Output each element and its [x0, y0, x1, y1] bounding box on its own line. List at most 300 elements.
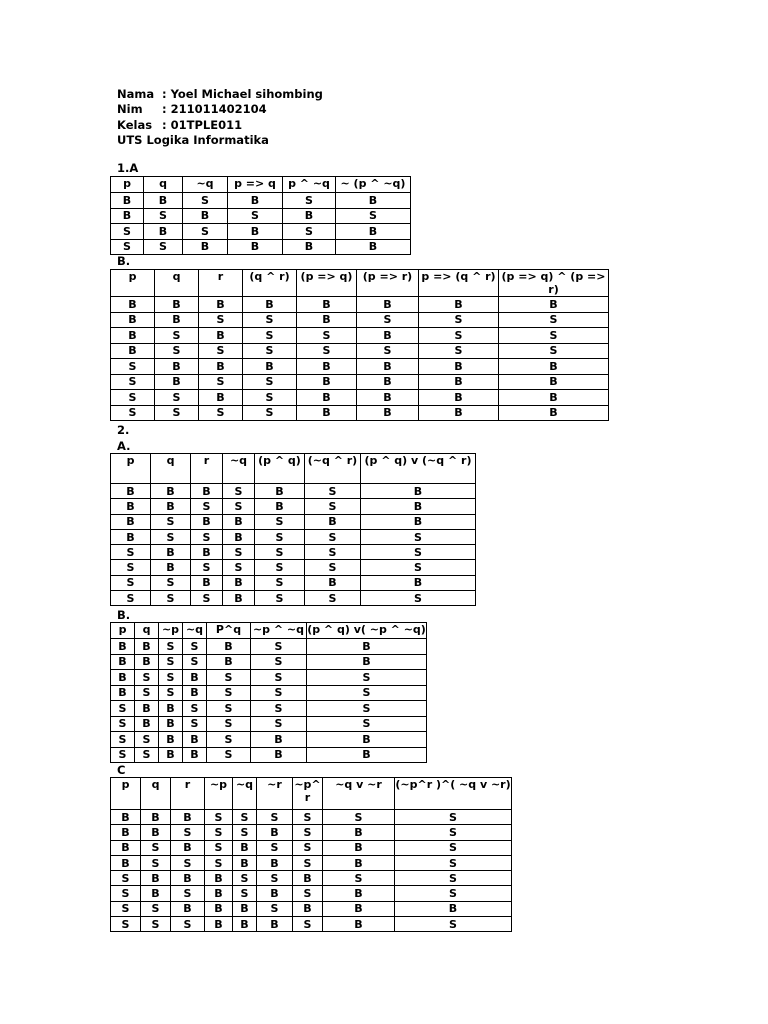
table-cell: B	[228, 193, 283, 209]
column-header: (p ^ q)	[255, 454, 305, 484]
table-cell: S	[111, 732, 135, 748]
table-cell: S	[243, 405, 297, 421]
table-cell: S	[307, 716, 427, 732]
table-cell: B	[233, 917, 257, 932]
table-cell: B	[357, 359, 419, 375]
table-cell: B	[223, 575, 255, 590]
column-header: ~p	[205, 778, 233, 810]
table-cell: S	[283, 193, 336, 209]
table-cell: B	[111, 825, 141, 840]
table-cell: S	[135, 685, 159, 701]
table-cell: B	[159, 747, 183, 763]
table-cell: B	[111, 484, 151, 499]
table-cell: B	[323, 855, 395, 870]
column-header: (q ^ r)	[243, 270, 297, 297]
table-cell: S	[155, 390, 199, 406]
table-cell: S	[499, 328, 609, 344]
table-cell: B	[243, 297, 297, 313]
column-header: ~q v ~r	[323, 778, 395, 810]
table-row	[111, 747, 427, 763]
table-cell: S	[395, 917, 512, 932]
table-cell: B	[207, 654, 251, 670]
table-cell: S	[111, 917, 141, 932]
column-header: p	[111, 778, 141, 810]
table-cell: S	[111, 545, 151, 560]
table-header-row	[111, 623, 427, 639]
table-cell: B	[223, 514, 255, 529]
table-cell: S	[155, 328, 199, 344]
table-cell: B	[297, 374, 357, 390]
table-cell: S	[199, 312, 243, 328]
table-cell: S	[159, 685, 183, 701]
table-cell: S	[419, 343, 499, 359]
table-cell: B	[357, 374, 419, 390]
table-cell: S	[499, 343, 609, 359]
table-cell: B	[205, 917, 233, 932]
kelas-row	[117, 118, 323, 133]
table-row	[111, 529, 476, 544]
table-cell: S	[395, 886, 512, 901]
table-row	[111, 499, 476, 514]
table-cell: B	[151, 484, 191, 499]
table-cell: B	[183, 685, 207, 701]
section-2b-label: B.	[117, 608, 131, 622]
table-cell: S	[293, 855, 323, 870]
table-cell: B	[135, 701, 159, 717]
table-cell: S	[361, 560, 476, 575]
table-cell: S	[159, 670, 183, 686]
table-cell: B	[233, 840, 257, 855]
table-cell: B	[233, 855, 257, 870]
column-header: q	[151, 454, 191, 484]
table-row	[111, 855, 512, 870]
table-cell: S	[207, 701, 251, 717]
table-cell: S	[111, 901, 141, 916]
column-header: p => q	[228, 177, 283, 193]
table-cell: S	[305, 499, 361, 514]
table-cell: B	[155, 297, 199, 313]
table-cell: B	[361, 514, 476, 529]
table-row	[111, 328, 609, 344]
table-cell: B	[171, 840, 205, 855]
table-row	[111, 716, 427, 732]
table-cell: S	[228, 208, 283, 224]
table-cell: S	[191, 591, 223, 606]
table-cell: S	[357, 312, 419, 328]
table-cell: S	[233, 825, 257, 840]
table-cell: B	[323, 886, 395, 901]
table-row	[111, 208, 411, 224]
table-cell: S	[297, 328, 357, 344]
table-cell: B	[191, 545, 223, 560]
truth-table-1b	[110, 269, 609, 421]
table-cell: B	[357, 405, 419, 421]
table-cell: B	[141, 825, 171, 840]
table-cell: B	[183, 747, 207, 763]
table-row	[111, 871, 512, 886]
table-cell: B	[257, 825, 293, 840]
table-cell: S	[255, 560, 305, 575]
table-cell: B	[297, 359, 357, 375]
table-cell: B	[293, 901, 323, 916]
table-cell: B	[499, 390, 609, 406]
table-cell: S	[323, 810, 395, 825]
table-cell: S	[307, 701, 427, 717]
table-cell: B	[297, 297, 357, 313]
column-header: P^q	[207, 623, 251, 639]
table-cell: B	[141, 886, 171, 901]
column-header: q	[144, 177, 183, 193]
table-cell: B	[183, 208, 228, 224]
table-cell: S	[144, 239, 183, 255]
table-row	[111, 359, 609, 375]
table-cell: S	[305, 484, 361, 499]
table-cell: S	[205, 855, 233, 870]
table-row	[111, 591, 476, 606]
table-cell: B	[183, 670, 207, 686]
table-cell: S	[336, 208, 411, 224]
table-cell: S	[323, 871, 395, 886]
table-cell: B	[144, 224, 183, 240]
table-cell: B	[191, 484, 223, 499]
column-header: ~p	[159, 623, 183, 639]
table-cell: B	[111, 193, 144, 209]
table-cell: B	[155, 374, 199, 390]
table-cell: B	[207, 639, 251, 655]
table-cell: S	[207, 732, 251, 748]
student-info	[117, 87, 323, 148]
table-cell: B	[297, 390, 357, 406]
table-cell: B	[135, 716, 159, 732]
table-cell: S	[141, 840, 171, 855]
table-cell: B	[395, 901, 512, 916]
table-cell: B	[499, 405, 609, 421]
table-cell: B	[357, 297, 419, 313]
table-cell: B	[323, 901, 395, 916]
table-cell: S	[207, 747, 251, 763]
table-cell: B	[297, 312, 357, 328]
section-2c-label: C	[117, 763, 126, 777]
table-cell: S	[135, 732, 159, 748]
table-cell: B	[499, 374, 609, 390]
column-header: r	[171, 778, 205, 810]
column-header: p => (q ^ r)	[419, 270, 499, 297]
table-cell: B	[111, 840, 141, 855]
table-cell: B	[171, 810, 205, 825]
table-cell: S	[233, 810, 257, 825]
table-cell: S	[255, 591, 305, 606]
table-cell: S	[255, 545, 305, 560]
table-cell: S	[111, 575, 151, 590]
table-cell: B	[183, 239, 228, 255]
table-header-row	[111, 177, 411, 193]
table-cell: B	[159, 701, 183, 717]
table-cell: B	[323, 825, 395, 840]
table-cell: B	[159, 716, 183, 732]
column-header: ~q	[223, 454, 255, 484]
table-cell: B	[205, 886, 233, 901]
table-cell: B	[251, 732, 307, 748]
table-cell: B	[283, 239, 336, 255]
table-cell: B	[111, 328, 155, 344]
table-cell: S	[293, 917, 323, 932]
column-header: ~q	[183, 177, 228, 193]
table-cell: B	[111, 343, 155, 359]
column-header: q	[155, 270, 199, 297]
table-cell: S	[111, 239, 144, 255]
table-cell: B	[336, 193, 411, 209]
table-cell: S	[135, 747, 159, 763]
table-cell: S	[257, 871, 293, 886]
table-cell: B	[111, 514, 151, 529]
table-cell: B	[111, 639, 135, 655]
table-header-row	[111, 270, 609, 297]
table-cell: S	[111, 390, 155, 406]
column-header: (p ^ q) v (~q ^ r)	[361, 454, 476, 484]
table-cell: B	[357, 390, 419, 406]
kelas-value: : 01TPLE011	[162, 117, 243, 132]
table-cell: S	[251, 701, 307, 717]
table-row	[111, 374, 609, 390]
table-cell: S	[283, 224, 336, 240]
table-cell: B	[293, 871, 323, 886]
table-cell: B	[111, 208, 144, 224]
table-cell: S	[199, 405, 243, 421]
table-cell: S	[207, 670, 251, 686]
table-cell: B	[111, 855, 141, 870]
table-cell: B	[307, 732, 427, 748]
truth-table-2c	[110, 777, 512, 932]
table-cell: S	[199, 374, 243, 390]
table-cell: S	[243, 312, 297, 328]
table-cell: B	[191, 514, 223, 529]
table-cell: S	[395, 871, 512, 886]
table-cell: B	[135, 654, 159, 670]
table-cell: S	[183, 224, 228, 240]
table-cell: S	[111, 871, 141, 886]
table-row	[111, 297, 609, 313]
table-cell: S	[151, 529, 191, 544]
table-cell: B	[255, 499, 305, 514]
table-cell: S	[233, 886, 257, 901]
table-cell: S	[293, 810, 323, 825]
nim-row	[117, 102, 323, 117]
table-row	[111, 405, 609, 421]
column-header: q	[141, 778, 171, 810]
table-cell: S	[111, 747, 135, 763]
table-cell: B	[499, 359, 609, 375]
table-cell: S	[305, 560, 361, 575]
table-cell: S	[183, 639, 207, 655]
table-cell: B	[111, 297, 155, 313]
table-cell: S	[243, 328, 297, 344]
table-cell: S	[243, 390, 297, 406]
table-cell: B	[141, 810, 171, 825]
table-cell: B	[419, 359, 499, 375]
table-cell: S	[223, 499, 255, 514]
table-cell: S	[141, 917, 171, 932]
table-cell: B	[171, 901, 205, 916]
table-cell: B	[257, 917, 293, 932]
table-cell: S	[141, 855, 171, 870]
table-cell: S	[223, 545, 255, 560]
kelas-label: Kelas	[117, 117, 153, 132]
table-cell: S	[395, 855, 512, 870]
table-header-row	[111, 454, 476, 484]
table-cell: S	[191, 529, 223, 544]
table-cell: B	[111, 670, 135, 686]
table-cell: S	[144, 208, 183, 224]
table-row	[111, 239, 411, 255]
table-cell: S	[151, 575, 191, 590]
table-cell: B	[297, 405, 357, 421]
table-cell: S	[297, 343, 357, 359]
table-cell: S	[183, 701, 207, 717]
table-row	[111, 685, 427, 701]
table-cell: B	[151, 499, 191, 514]
table-cell: B	[257, 886, 293, 901]
table-cell: B	[361, 575, 476, 590]
table-cell: S	[183, 654, 207, 670]
table-row	[111, 343, 609, 359]
table-cell: B	[255, 484, 305, 499]
table-cell: S	[155, 405, 199, 421]
table-row	[111, 639, 427, 655]
table-cell: S	[419, 328, 499, 344]
table-cell: S	[233, 871, 257, 886]
table-cell: S	[223, 484, 255, 499]
table-row	[111, 886, 512, 901]
table-row	[111, 224, 411, 240]
column-header: (p => r)	[357, 270, 419, 297]
table-cell: B	[361, 484, 476, 499]
table-cell: S	[255, 529, 305, 544]
table-cell: B	[307, 747, 427, 763]
column-header: ~q	[233, 778, 257, 810]
table-cell: S	[171, 886, 205, 901]
column-header: ~ (p ^ ~q)	[336, 177, 411, 193]
table-cell: B	[199, 328, 243, 344]
table-cell: S	[243, 343, 297, 359]
name-label: Nama	[117, 87, 155, 101]
table-cell: S	[307, 685, 427, 701]
table-cell: B	[419, 297, 499, 313]
table-header-row	[111, 778, 512, 810]
table-cell: S	[243, 374, 297, 390]
table-cell: B	[199, 390, 243, 406]
table-cell: S	[293, 840, 323, 855]
table-cell: S	[141, 901, 171, 916]
table-cell: B	[419, 390, 499, 406]
table-cell: B	[144, 193, 183, 209]
table-cell: S	[361, 529, 476, 544]
table-row	[111, 732, 427, 748]
column-header: p	[111, 270, 155, 297]
table-cell: S	[205, 840, 233, 855]
column-header: (p => q)	[297, 270, 357, 297]
table-cell: B	[111, 529, 151, 544]
column-header: q	[135, 623, 159, 639]
column-header: (~p^r )^( ~q v ~r)	[395, 778, 512, 810]
table-cell: S	[207, 716, 251, 732]
table-cell: B	[228, 224, 283, 240]
table-cell: S	[111, 374, 155, 390]
table-cell: B	[419, 374, 499, 390]
table-cell: B	[361, 499, 476, 514]
table-cell: S	[361, 591, 476, 606]
table-cell: B	[199, 359, 243, 375]
table-cell: S	[251, 639, 307, 655]
table-cell: S	[357, 343, 419, 359]
table-cell: S	[207, 685, 251, 701]
table-cell: S	[257, 810, 293, 825]
table-cell: B	[307, 654, 427, 670]
table-cell: B	[419, 405, 499, 421]
table-row	[111, 901, 512, 916]
table-row	[111, 670, 427, 686]
truth-table-1a	[110, 176, 411, 255]
table-cell: B	[243, 359, 297, 375]
column-header: p ^ ~q	[283, 177, 336, 193]
table-cell: B	[159, 732, 183, 748]
table-cell: S	[111, 701, 135, 717]
table-cell: S	[395, 825, 512, 840]
table-cell: B	[111, 810, 141, 825]
table-cell: B	[151, 545, 191, 560]
table-cell: B	[283, 208, 336, 224]
table-cell: S	[419, 312, 499, 328]
table-cell: B	[191, 575, 223, 590]
column-header: ~q	[183, 623, 207, 639]
name-row	[117, 87, 323, 102]
table-cell: B	[111, 312, 155, 328]
table-cell: B	[323, 840, 395, 855]
table-row	[111, 193, 411, 209]
table-row	[111, 917, 512, 932]
section-1a-label: 1.A	[117, 161, 139, 175]
table-cell: S	[205, 825, 233, 840]
truth-table-2b	[110, 622, 427, 763]
table-row	[111, 701, 427, 717]
column-header: p	[111, 454, 151, 484]
table-cell: B	[223, 529, 255, 544]
table-cell: S	[183, 193, 228, 209]
table-cell: B	[223, 591, 255, 606]
table-cell: S	[135, 670, 159, 686]
table-row	[111, 575, 476, 590]
table-cell: S	[171, 917, 205, 932]
table-cell: B	[111, 499, 151, 514]
table-cell: B	[155, 312, 199, 328]
table-cell: S	[111, 886, 141, 901]
table-cell: S	[293, 886, 323, 901]
table-cell: B	[257, 855, 293, 870]
table-row	[111, 545, 476, 560]
table-cell: B	[357, 328, 419, 344]
table-cell: S	[395, 810, 512, 825]
column-header: ~p ^ ~q	[251, 623, 307, 639]
table-cell: S	[159, 639, 183, 655]
column-header: (~q ^ r)	[305, 454, 361, 484]
table-row	[111, 825, 512, 840]
table-cell: S	[255, 575, 305, 590]
table-cell: B	[499, 297, 609, 313]
table-cell: S	[191, 560, 223, 575]
table-cell: S	[305, 545, 361, 560]
table-cell: B	[171, 871, 205, 886]
table-cell: S	[361, 545, 476, 560]
table-cell: S	[395, 840, 512, 855]
